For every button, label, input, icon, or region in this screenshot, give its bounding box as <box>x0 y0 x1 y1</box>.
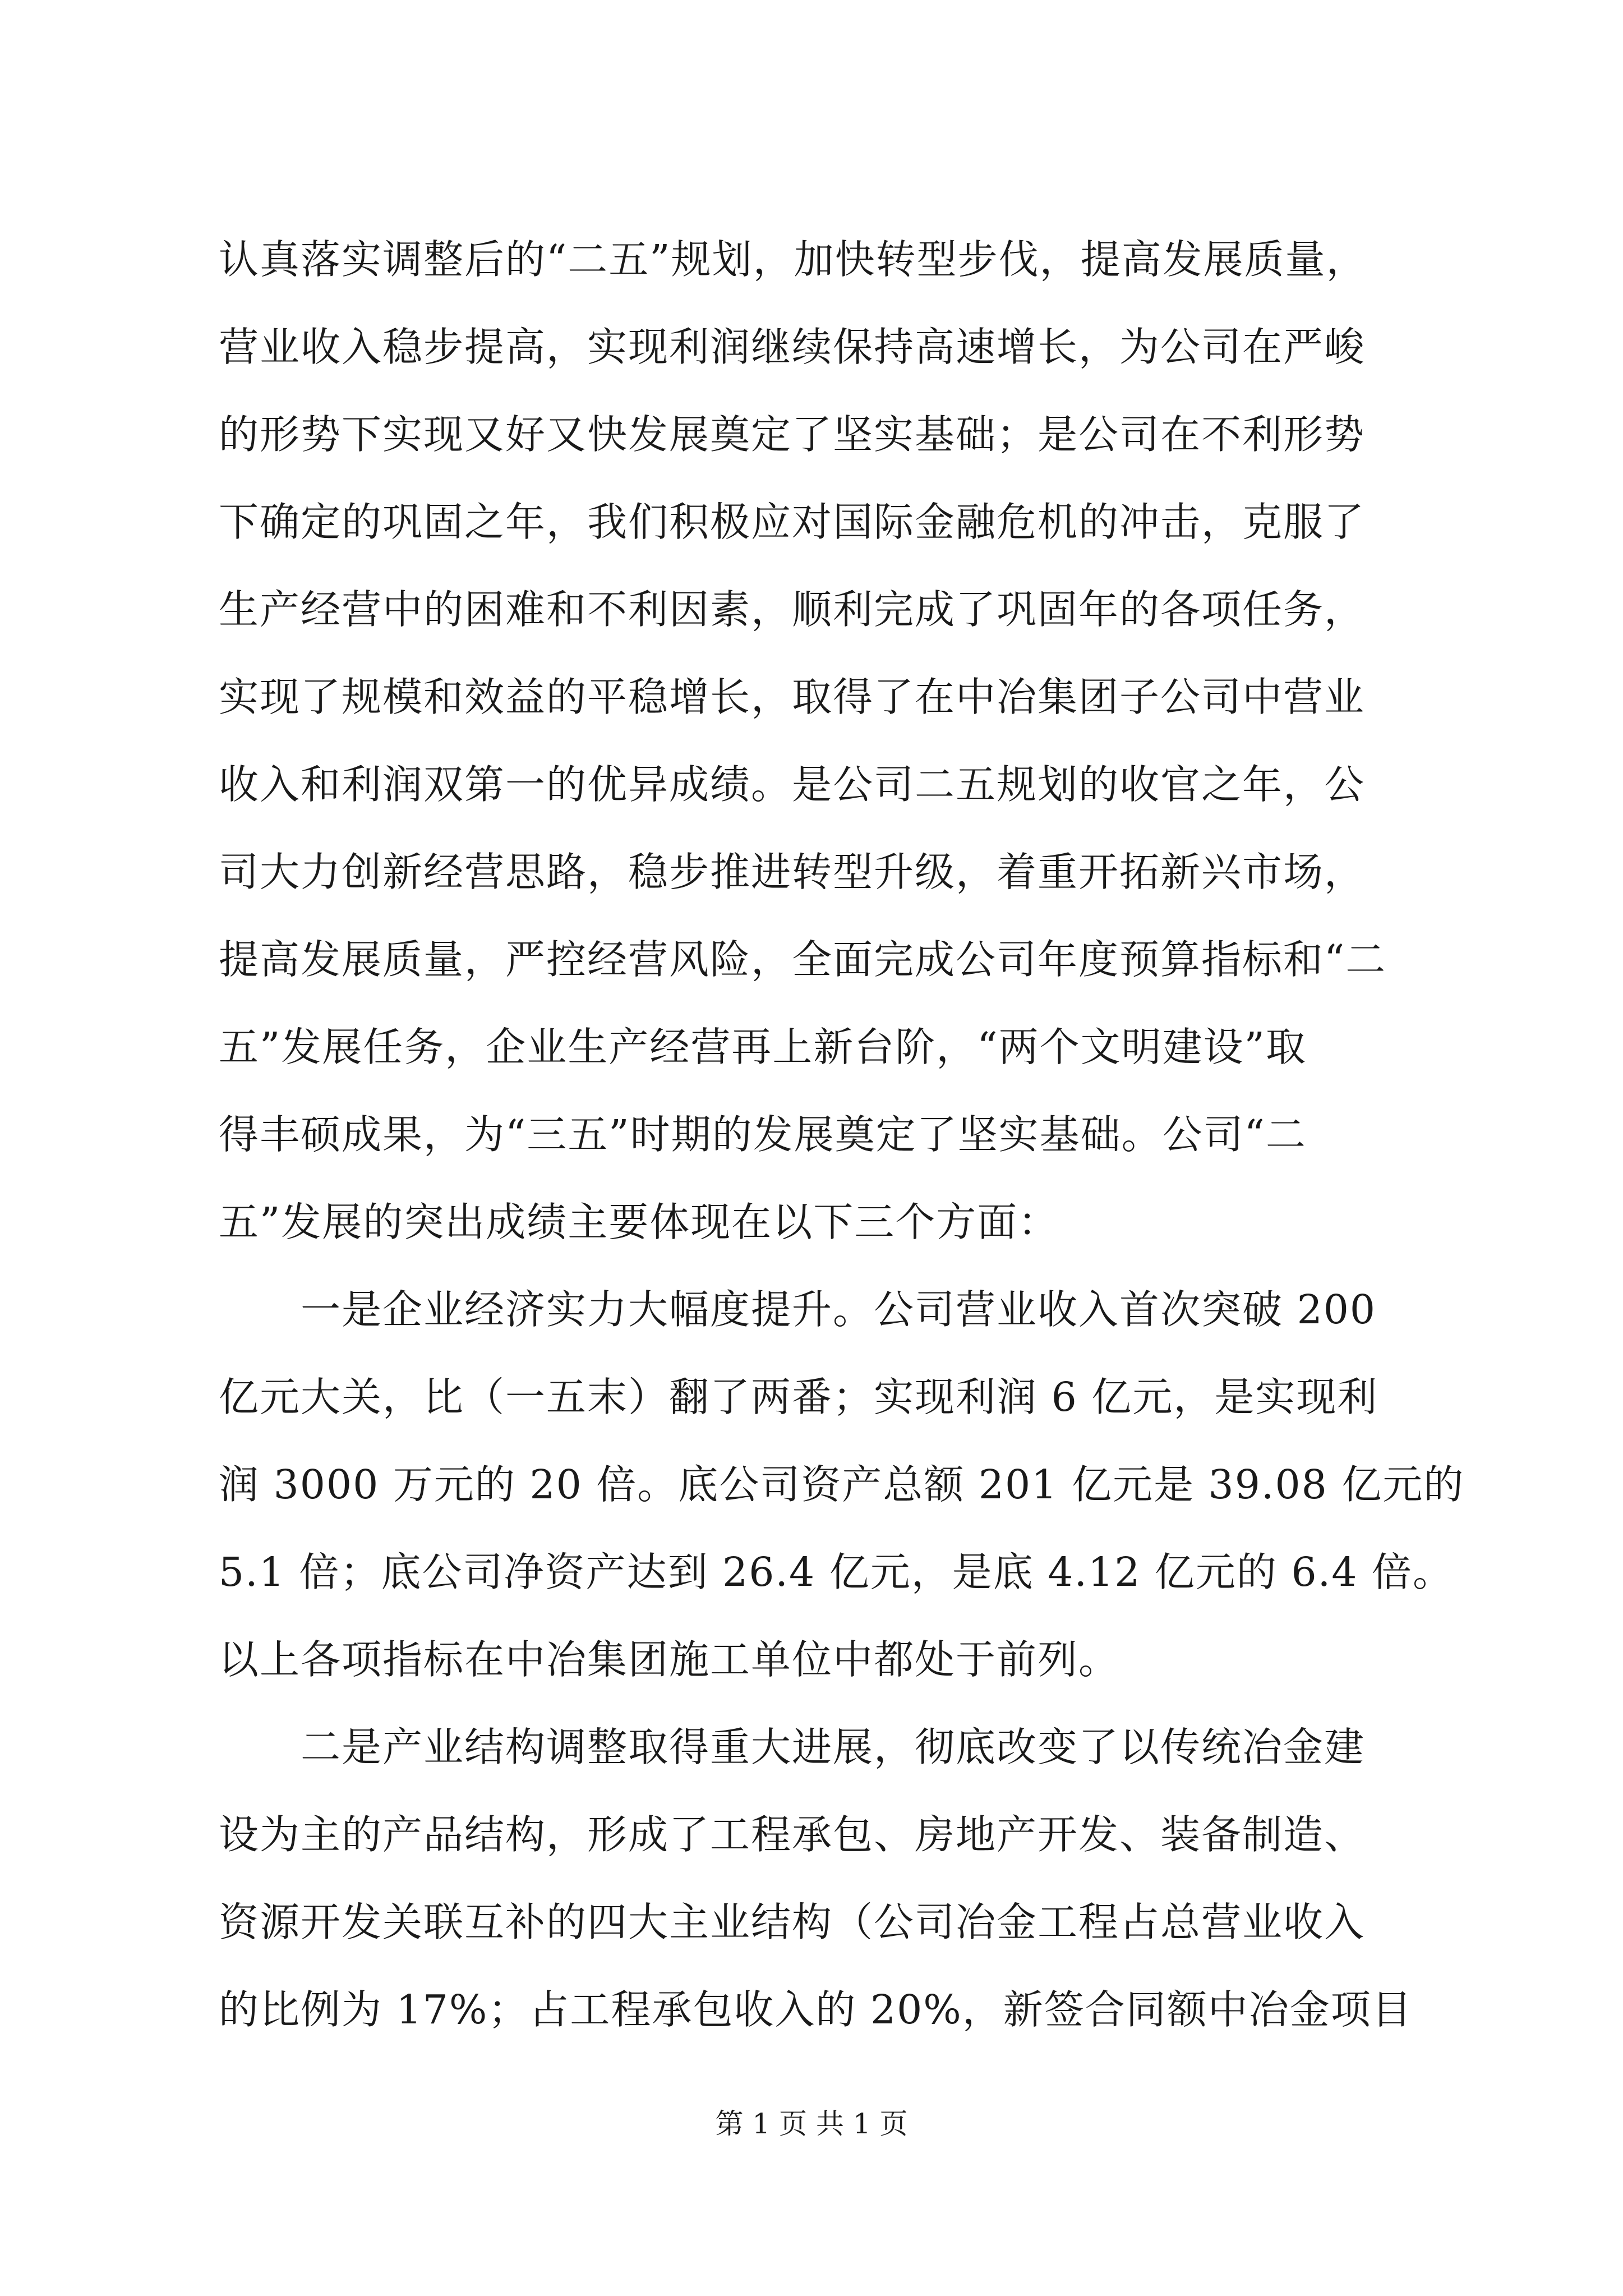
text-line: 五”发展任务，企业生产经营再上新台阶，“两个文明建设”取 <box>219 1024 1307 1070</box>
text-line: 五”发展的突出成绩主要体现在以下三个方面： <box>219 1199 1059 1245</box>
text-line: 设为主的产品结构，形成了工程承包、房地产开发、装备制造、 <box>219 1811 1366 1858</box>
paragraph-start-line: 二是产业结构调整取得重大进展，彻底改变了以传统冶金建 <box>301 1724 1366 1770</box>
text-line: 的比例为 17%；占工程承包收入的 20%，新签合同额中冶金项目 <box>219 1986 1413 2033</box>
page-number-footer: 第 1 页 共 1 页 <box>715 2108 908 2140</box>
text-line: 下确定的巩固之年，我们积极应对国际金融危机的冲击，克服了 <box>219 499 1366 545</box>
text-line: 润 3000 万元的 20 倍。底公司资产总额 201 亿元是 39.08 亿元的 <box>219 1461 1465 1508</box>
text-line: 得丰硕成果，为“三五”时期的发展奠定了坚实基础。公司“二 <box>219 1111 1307 1158</box>
text-line: 营业收入稳步提高，实现利润继续保持高速增长，为公司在严峻 <box>219 324 1366 370</box>
text-line: 收入和利润双第一的优异成绩。是公司二五规划的收官之年，公 <box>219 761 1366 808</box>
text-line: 5.1 倍；底公司净资产达到 26.4 亿元，是底 4.12 亿元的 6.4 倍。 <box>219 1549 1454 1595</box>
text-line: 以上各项指标在中冶集团施工单位中都处于前列。 <box>219 1636 1120 1683</box>
text-line: 的形势下实现又好又快发展奠定了坚实基础；是公司在不利形势 <box>219 411 1366 458</box>
text-line: 实现了规模和效益的平稳增长，取得了在中冶集团子公司中营业 <box>219 674 1366 720</box>
text-line: 资源开发关联互补的四大主业结构（公司冶金工程占总营业收入 <box>219 1899 1366 1945</box>
text-line: 生产经营中的困难和不利因素，顺利完成了巩固年的各项任务， <box>219 586 1366 633</box>
document-body <box>219 216 1465 2054</box>
paragraph-start-line: 一是企业经济实力大幅度提升。公司营业收入首次突破 200 <box>301 1286 1377 1333</box>
text-line: 司大力创新经营思路，稳步推进转型升级，着重开拓新兴市场， <box>219 849 1366 895</box>
text-line: 亿元大关，比（一五末）翻了两番；实现利润 6 亿元，是实现利 <box>219 1374 1378 1420</box>
text-line: 认真落实调整后的“二五”规划，加快转型步伐，提高发展质量， <box>219 236 1367 283</box>
text-line: 提高发展质量，严控经营风险，全面完成公司年度预算指标和“二 <box>219 936 1387 983</box>
